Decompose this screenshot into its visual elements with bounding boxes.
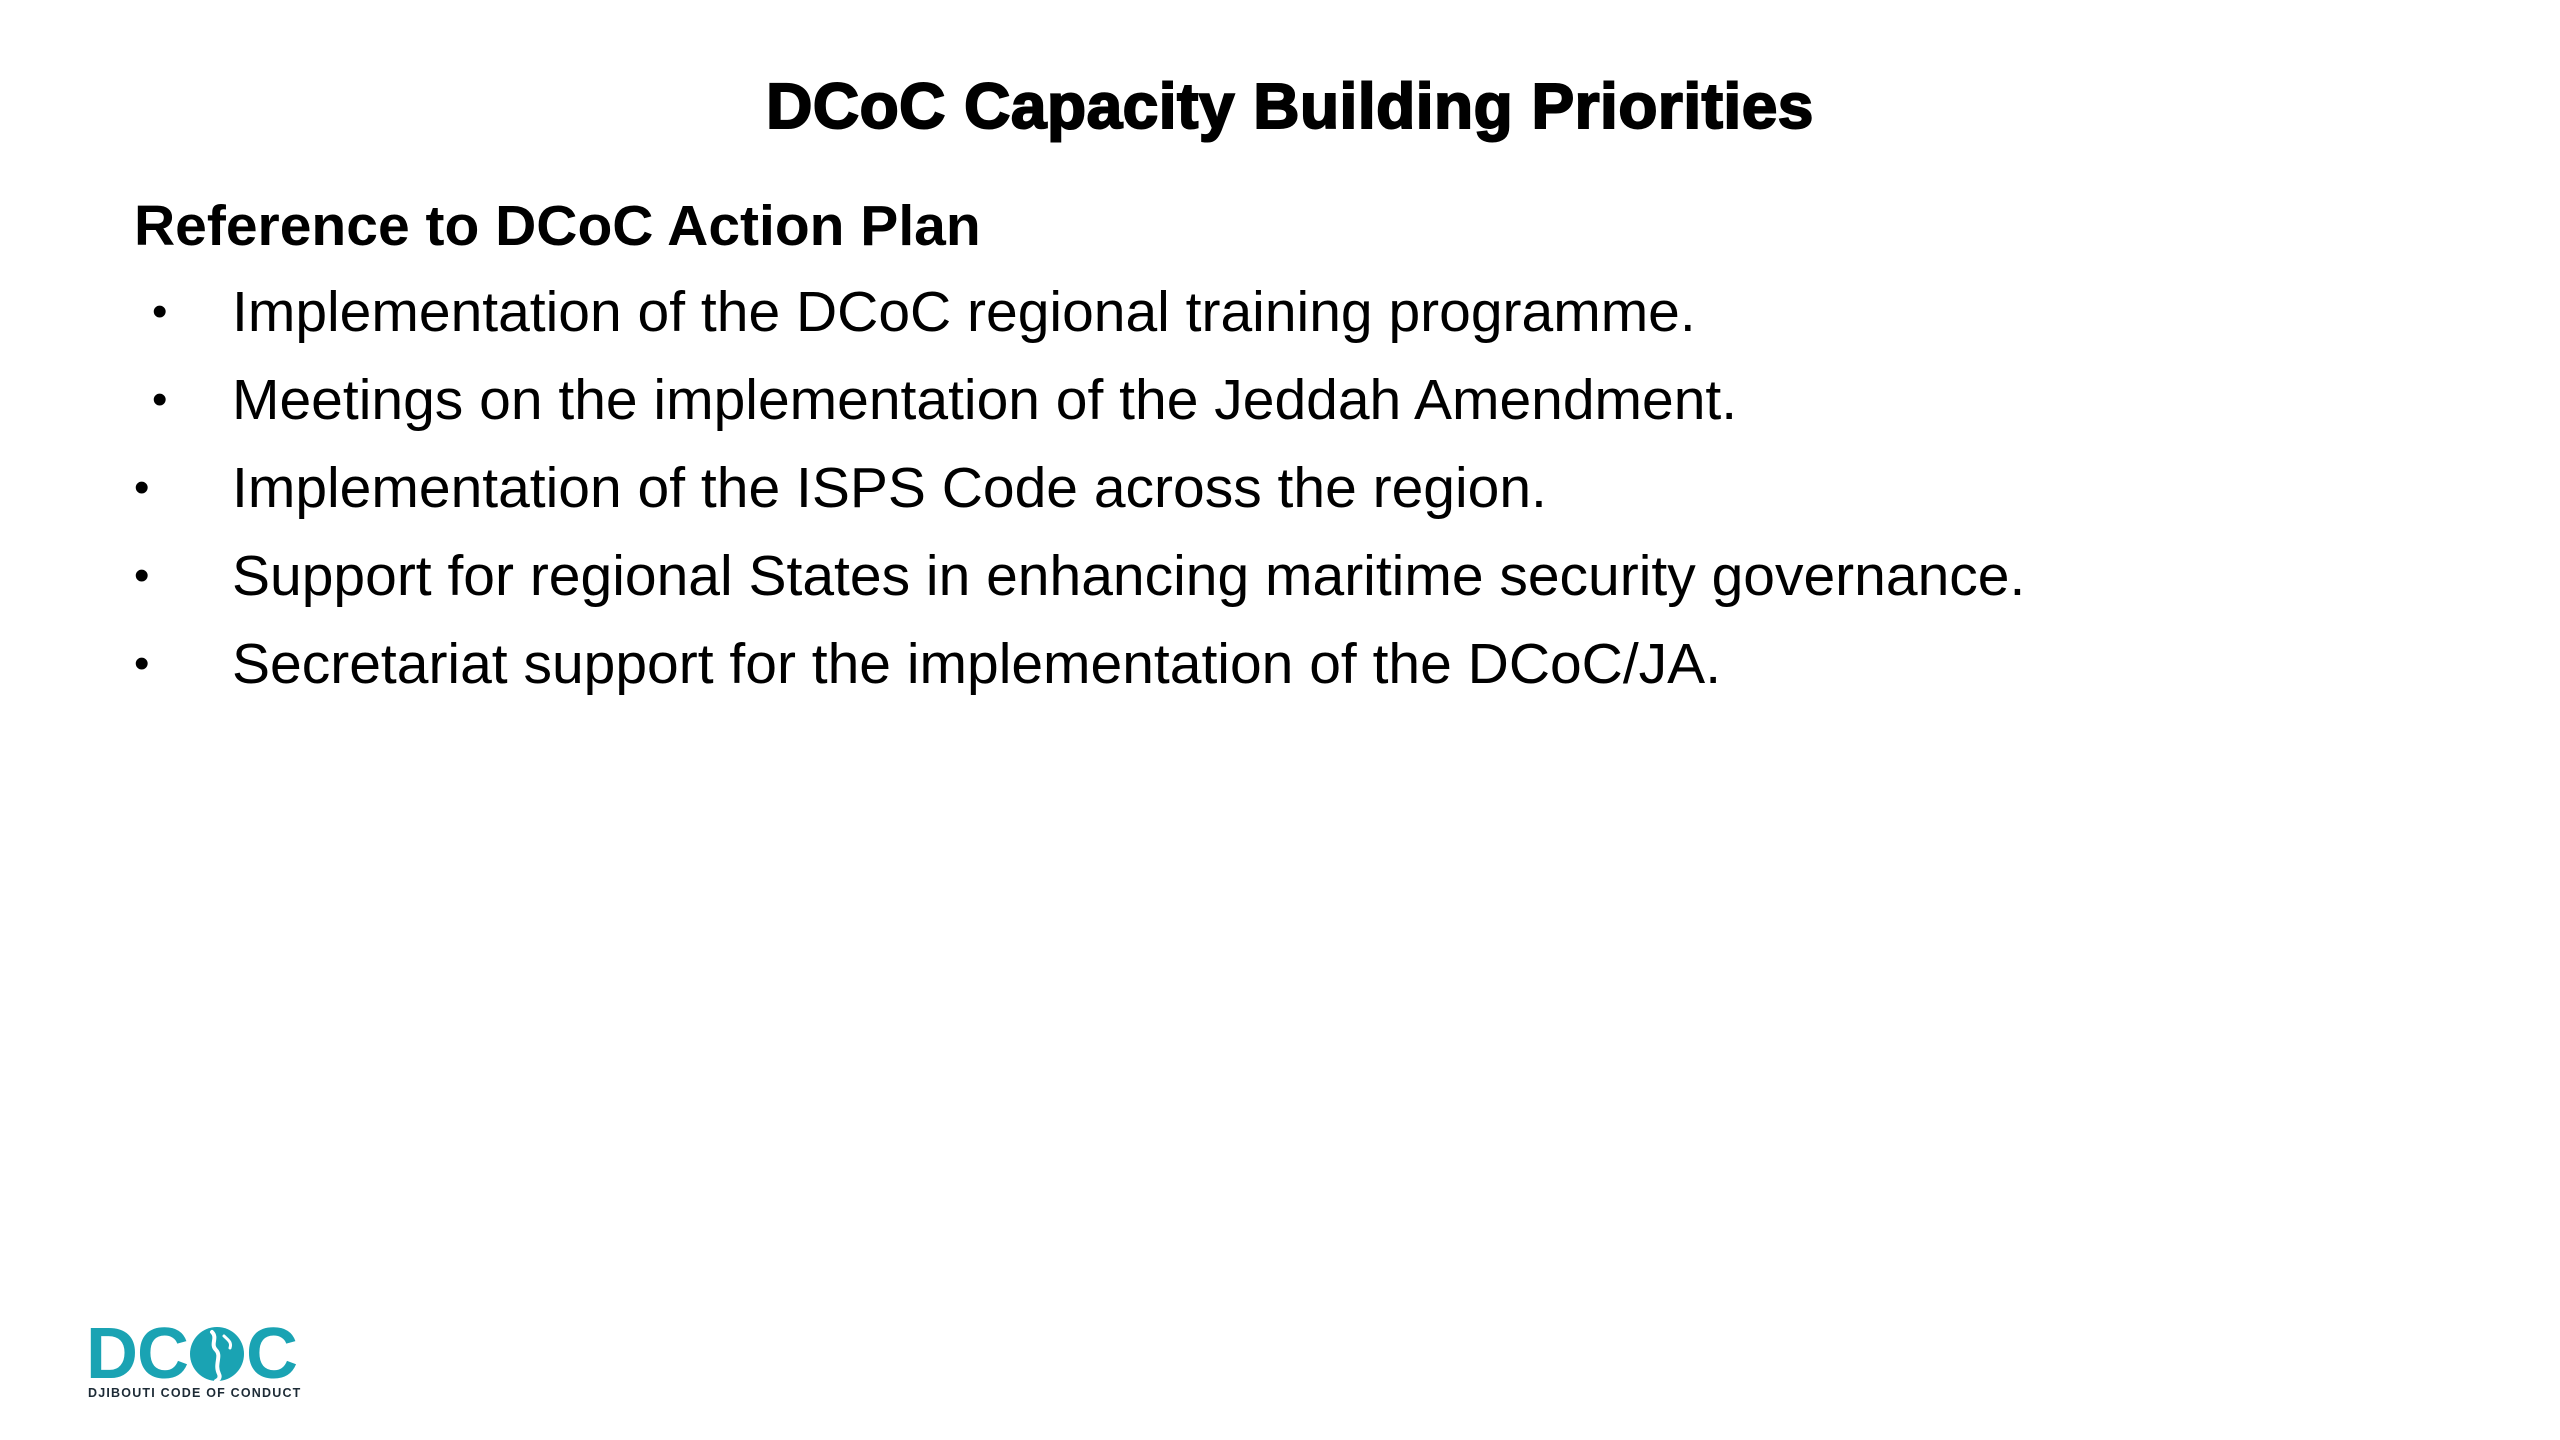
list-item-text: Implementation of the ISPS Code across the region. — [232, 456, 1547, 520]
logo-letter-c-2: C — [246, 1314, 297, 1394]
logo-letter-d: D — [86, 1314, 137, 1394]
logo-tagline: DJIBOUTI CODE OF CONDUCT — [88, 1386, 302, 1400]
list-item — [0, 276, 2400, 364]
logo-letter-c: C — [137, 1314, 188, 1394]
bullet-icon: • — [134, 551, 150, 600]
globe-icon — [188, 1324, 246, 1384]
bullet-icon: • — [152, 375, 168, 424]
section-subheading: Reference to DCoC Action Plan — [134, 194, 981, 258]
bullet-list — [0, 276, 2400, 716]
list-item — [0, 540, 2400, 628]
bullet-icon: • — [134, 639, 150, 688]
list-item — [0, 364, 2400, 452]
list-item-text: Implementation of the DCoC regional training programme. — [232, 280, 1696, 344]
list-item — [0, 452, 2400, 540]
bullet-icon: • — [152, 287, 168, 336]
list-item — [0, 628, 2400, 716]
slide-title: DCoC Capacity Building Priorities — [766, 70, 1814, 142]
bullet-icon: • — [134, 463, 150, 512]
list-item-text: Support for regional States in enhancing maritime security governance. — [232, 544, 2026, 608]
list-item-text: Secretariat support for the implementation of the DCoC/JA. — [232, 632, 1722, 696]
dcoc-logo — [86, 1314, 316, 1408]
list-item-text: Meetings on the implementation of the Jeddah Amendment. — [232, 368, 1738, 432]
